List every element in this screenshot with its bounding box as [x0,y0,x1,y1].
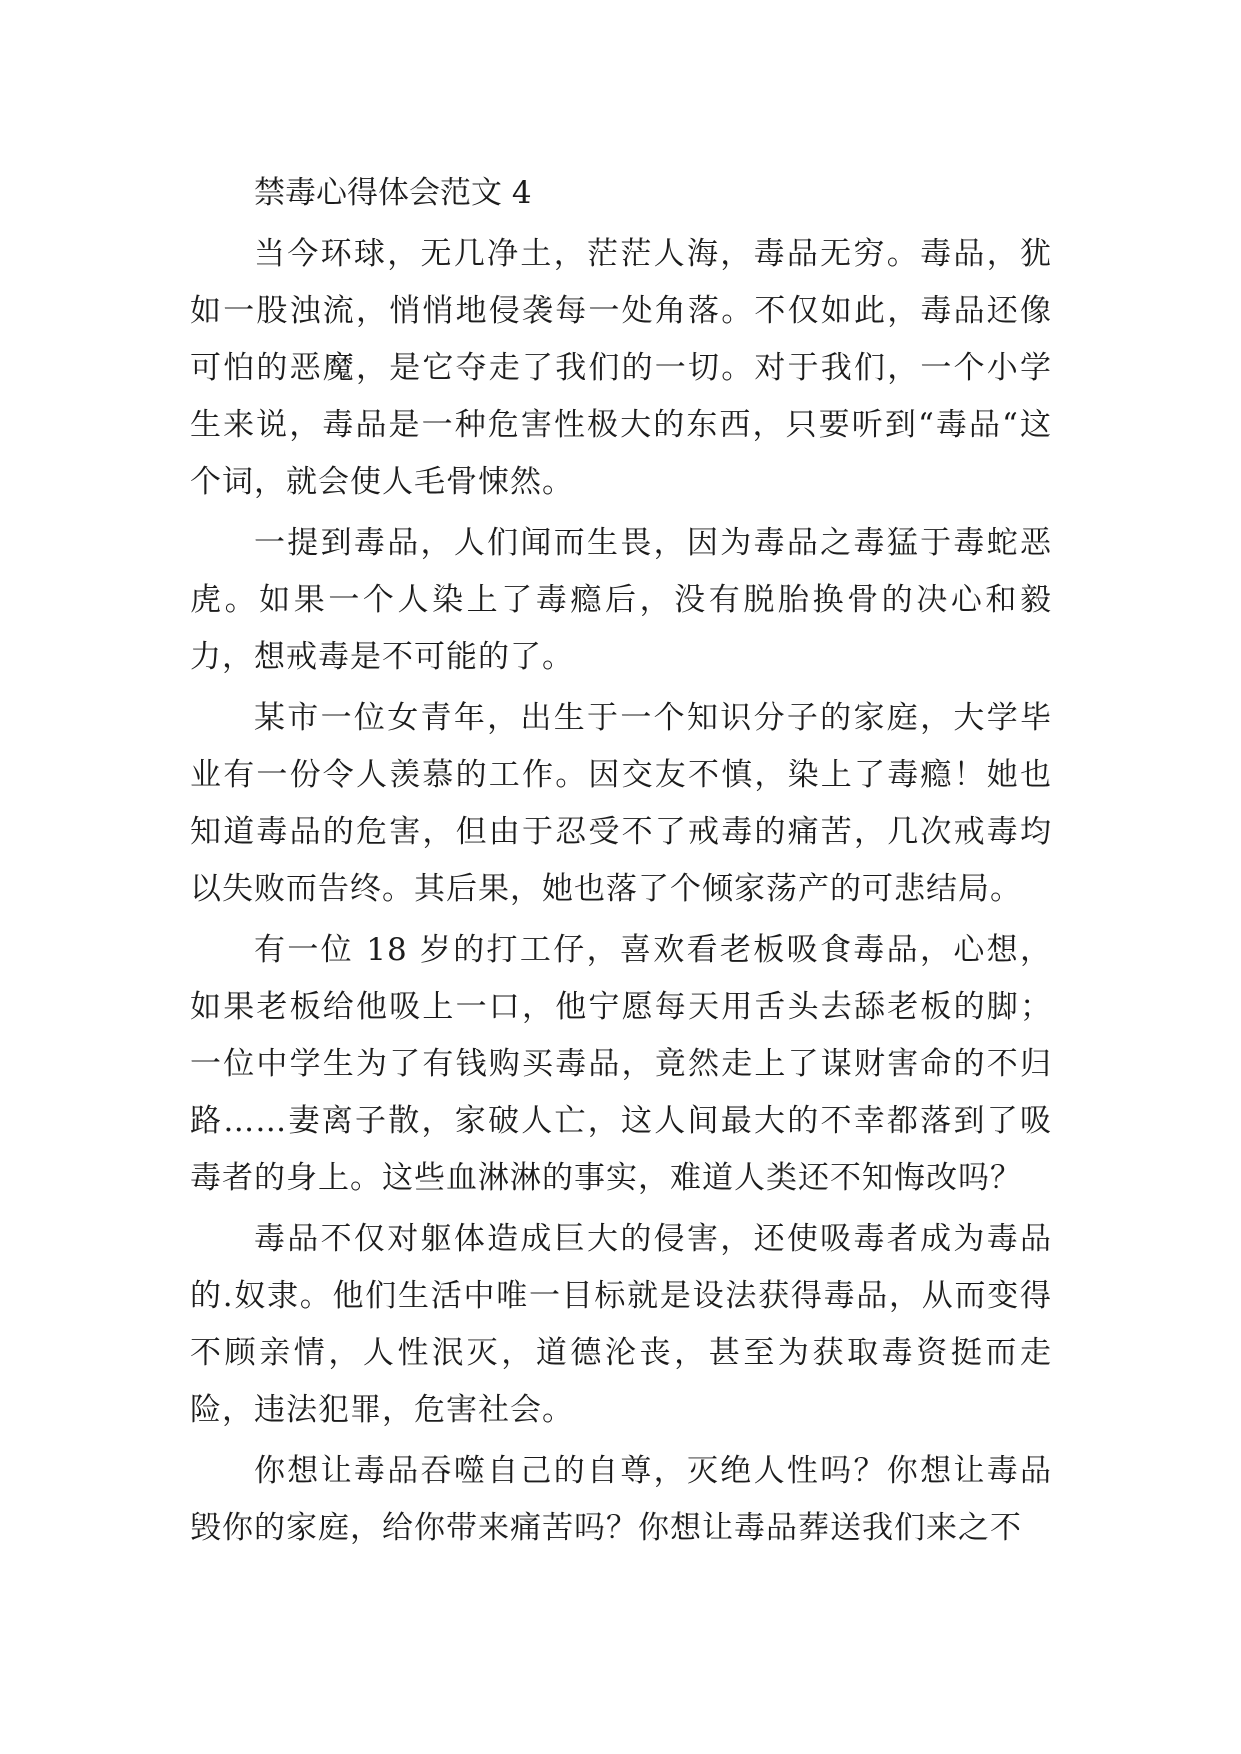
paragraph-5: 毒品不仅对躯体造成巨大的侵害，还使吸毒者成为毒品的.奴隶。他们生活中唯一目标就是设法获得毒品，从而变得不顾亲情，人性泯灭，道德沦丧，甚至为获取毒资挺而走险，违法犯罪，危害社会。 [190,1221,1052,1428]
paragraph-2: 一提到毒品，人们闻而生畏，因为毒品之毒猛于毒蛇恶虎。如果一个人染上了毒瘾后，没有脱胎换骨的决心和毅力，想戒毒是不可能的了。 [190,525,1052,675]
document-body [190,165,1052,1561]
paragraph-4: 有一位 18 岁的打工仔，喜欢看老板吸食毒品，心想，如果老板给他吸上一口，他宁愿每天用舌头去舔老板的脚；一位中学生为了有钱购买毒品，竟然走上了谋财害命的不归路……妻离子散，家破人亡，这人间最大的不幸都落到了吸毒者的身上。这些血淋淋的事实，难道人类还不知悔改吗？ [190,932,1052,1196]
paragraph-3: 某市一位女青年，出生于一个知识分子的家庭，大学毕业有一份令人羡慕的工作。因交友不慎，染上了毒瘾！她也知道毒品的危害，但由于忍受不了戒毒的痛苦，几次戒毒均以失败而告终。其后果，她也落了个倾家荡产的可悲结局。 [190,700,1052,907]
document-title: 禁毒心得体会范文 4 [254,175,532,211]
paragraph-1: 当今环球，无几净土，茫茫人海，毒品无穷。毒品，犹如一股浊流，悄悄地侵袭每一处角落。不仅如此，毒品还像可怕的恶魔，是它夺走了我们的一切。对于我们，一个小学生来说，毒品是一种危害性极大的东西，只要听到“毒品“这个词，就会使人毛骨悚然。 [190,236,1052,500]
paragraph-6: 你想让毒品吞噬自己的自尊，灭绝人性吗？你想让毒品毁你的家庭，给你带来痛苦吗？你想让毒品葬送我们来之不 [190,1453,1052,1546]
